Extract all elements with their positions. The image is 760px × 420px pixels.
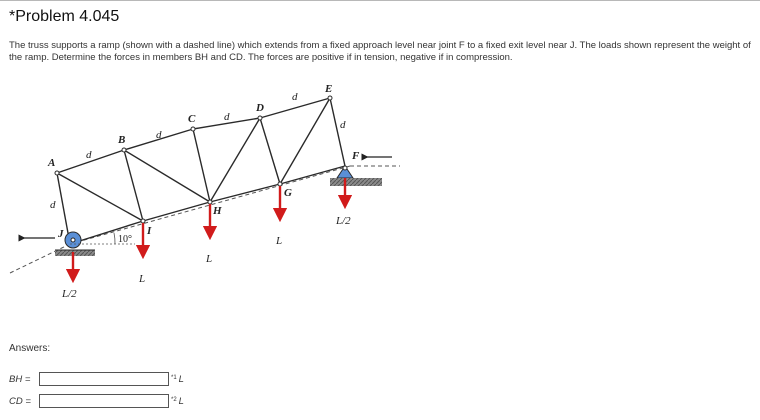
joint-label-i: I (147, 225, 152, 237)
joint-label-b: B (118, 134, 126, 146)
joint-label-a: A (48, 157, 56, 169)
problem-title: *Problem 4.045 (9, 8, 120, 25)
problem-statement: The truss supports a ramp (shown with a dashed line) which extends from a fixed approach level near joint F to a fixed exit level near J. The loads shown represent the weight of the ramp. Determine the forces in members BH and CD. The forces are positive if in tension, negative if in compression. (9, 40, 751, 63)
dim-label-de: d (292, 91, 298, 103)
load-label-i: L (139, 273, 146, 285)
answer-row-bh (9, 371, 184, 387)
answer-unit-bh: L (178, 373, 184, 385)
load-label-j: L/2 (62, 288, 77, 300)
joint-label-d: D (256, 102, 264, 114)
joint-label-f: F (352, 150, 360, 162)
answer-unit-cd: L (178, 395, 184, 407)
load-label-f: L/2 (336, 215, 351, 227)
answer-row-cd (9, 393, 184, 409)
dim-label-ab: d (86, 149, 92, 161)
answer-label-bh: BH = (9, 373, 31, 385)
dim-label-aj: d (50, 199, 56, 211)
cd-answer-input[interactable] (39, 394, 169, 408)
joint-label-j: J (58, 228, 64, 240)
angle-label: 10° (118, 234, 132, 245)
answer-marker-bh: *1 (171, 375, 177, 381)
truss-members (57, 98, 345, 244)
answers-label: Answers: (9, 343, 51, 354)
dim-label-ef: d (340, 119, 346, 131)
joint-label-g: G (284, 187, 292, 199)
load-label-g: L (276, 235, 283, 247)
load-label-h: L (206, 253, 213, 265)
answer-marker-cd: *2 (171, 397, 177, 403)
truss-figure (0, 80, 420, 320)
answer-label-cd: CD = (9, 395, 31, 407)
support-f (330, 157, 392, 186)
top-divider (0, 0, 760, 1)
bh-answer-input[interactable] (39, 372, 169, 386)
joint-label-e: E (325, 83, 333, 95)
dim-label-cd: d (224, 111, 230, 123)
joint-label-c: C (188, 113, 196, 125)
joint-label-h: H (213, 205, 222, 217)
dim-label-bc: d (156, 129, 162, 141)
